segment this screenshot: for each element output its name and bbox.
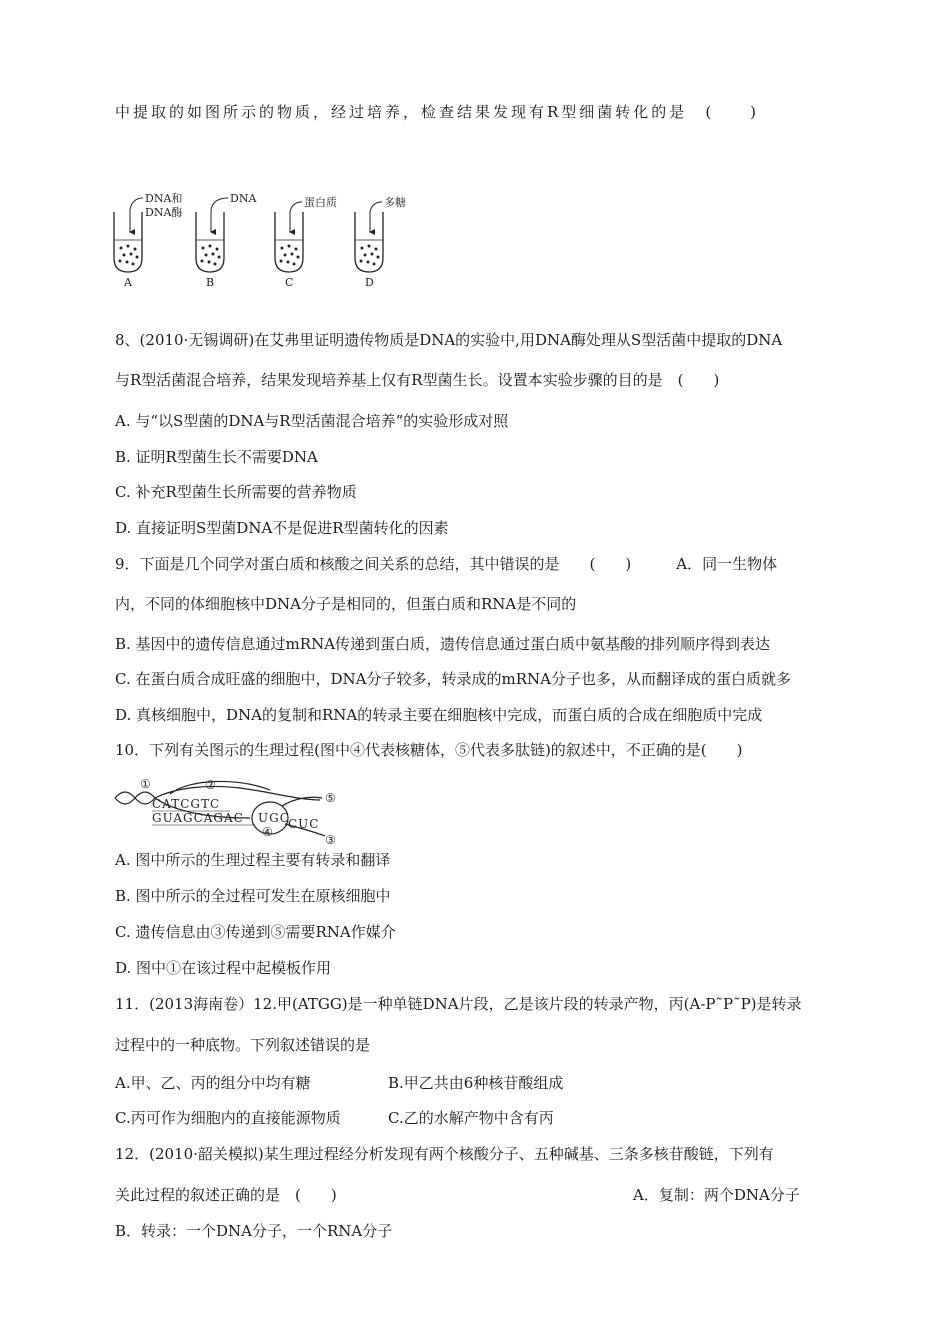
tube-b-label: DNA [230, 192, 257, 205]
q10-option-a: A. 图中所示的生理过程主要有转录和翻译 [115, 851, 391, 869]
svg-text:②: ② [205, 778, 217, 792]
q9-line1: 9．下面是几个同学对蛋白质和核酸之间关系的总结，其中错误的是 ( ) A．同一生物体 [115, 555, 778, 573]
tube-a-letter: A [124, 276, 132, 289]
marker-4 [262, 825, 274, 839]
svg-text:③: ③ [325, 833, 337, 847]
marker-1 [140, 777, 152, 791]
q9-option-d: D. 真核细胞中，DNA的复制和RNA的转录主要在细胞核中完成，而蛋白质的合成在细胞质中完成 [115, 706, 763, 724]
marker-5 [325, 791, 337, 805]
q7-answer-paren: ( ) [705, 103, 760, 121]
q11-options-row2 [115, 1108, 554, 1128]
svg-text:④: ④ [262, 825, 274, 839]
q8-option-c: C. 补充R型菌生长所需要的营养物质 [115, 483, 357, 501]
tail-sequence: CUC [288, 817, 320, 831]
marker-2 [205, 778, 217, 792]
ribosome-sequence: UGC [258, 811, 290, 825]
q12-line1: 12．(2010·韶关模拟)某生理过程经分析发现有两个核酸分子、五种碱基、三条多核苷酸链，下列有 [115, 1145, 774, 1163]
q10-option-c: C. 遗传信息由③传递到⑤需要RNA作媒介 [115, 923, 396, 941]
tube-b-letter: B [206, 276, 215, 289]
q8-line2: 与R型活菌混合培养，结果发现培养基上仅有R型菌生长。设置本实验步骤的目的是 ( ) [115, 371, 720, 389]
q12-line2-row [115, 1185, 800, 1205]
bottom-sequence: GUAGCAGAC [152, 811, 244, 825]
q12-option-b: B．转录：一个DNA分子，一个RNA分子 [115, 1222, 393, 1240]
q12-line2: 关此过程的叙述正确的是 ( ) [115, 1186, 337, 1204]
tube-d-label: 多糖 [384, 196, 406, 209]
q11-options-row1 [115, 1073, 564, 1093]
q8-option-d: D. 直接证明S型菌DNA不是促进R型菌转化的因素 [115, 519, 449, 537]
q8-option-b: B. 证明R型菌生长不需要DNA [115, 448, 318, 466]
tube-a-label1: DNA和 [145, 192, 183, 205]
tube-c-label: 蛋白质 [304, 196, 337, 209]
q8-line1: 8、(2010·无锡调研)在艾弗里证明遗传物质是DNA的实验中,用DNA酶处理从S型活菌中提取的DNA [115, 331, 783, 349]
svg-text:⑤: ⑤ [325, 791, 337, 805]
marker-3 [325, 833, 337, 847]
q10-option-d: D. 图中①在该过程中起模板作用 [115, 959, 332, 977]
q11-option-a: A.甲、乙、丙的组分中均有糖 [115, 1074, 311, 1092]
q11-line2: 过程中的一种底物。下列叙述错误的是 [115, 1036, 371, 1054]
svg-text:①: ① [140, 777, 152, 791]
tube-d-letter: D [365, 276, 374, 289]
tube-a-label2: DNA酶 [145, 206, 183, 219]
q8-option-a: A. 与“以S型菌的DNA与R型活菌混合培养”的实验形成对照 [115, 412, 509, 430]
q10-stem: 10．下列有关图示的生理过程(图中④代表核糖体，⑤代表多肽链)的叙述中，不正确的是( ) [115, 741, 743, 759]
q11-line1: 11．(2013海南卷）12.甲(ATGG)是一种单链DNA片段，乙是该片段的转录产物，丙(A-P˜P˜P)是转录 [115, 995, 802, 1013]
q11-option-b: B.甲乙共由6种核苷酸组成 [388, 1074, 564, 1092]
q10-option-b: B. 图中所示的全过程可发生在原核细胞中 [115, 887, 391, 905]
tube-c-letter: C [285, 276, 294, 289]
q11-option-c: C.丙可作为细胞内的直接能源物质 [115, 1109, 341, 1127]
q12-option-a: A．复制：两个DNA分子 [633, 1186, 800, 1204]
q9-option-b: B. 基因中的遗传信息通过mRNA传递到蛋白质，遗传信息通过蛋白质中氨基酸的排列顺序得到表达 [115, 635, 771, 653]
q9-line2: 内，不同的体细胞核中DNA分子是相同的，但蛋白质和RNA是不同的 [115, 595, 577, 613]
q9-option-c: C. 在蛋白质合成旺盛的细胞中，DNA分子较多，转录成的mRNA分子也多，从而翻译成的蛋白质就多 [115, 670, 791, 688]
top-sequence: CATCGTC [152, 797, 221, 811]
q11-option-d: C.乙的水解产物中含有丙 [388, 1109, 554, 1127]
q7-stem-text: 中提取的如图所示的物质，经过培养，检查结果发现有R型细菌转化的是 [115, 103, 688, 121]
